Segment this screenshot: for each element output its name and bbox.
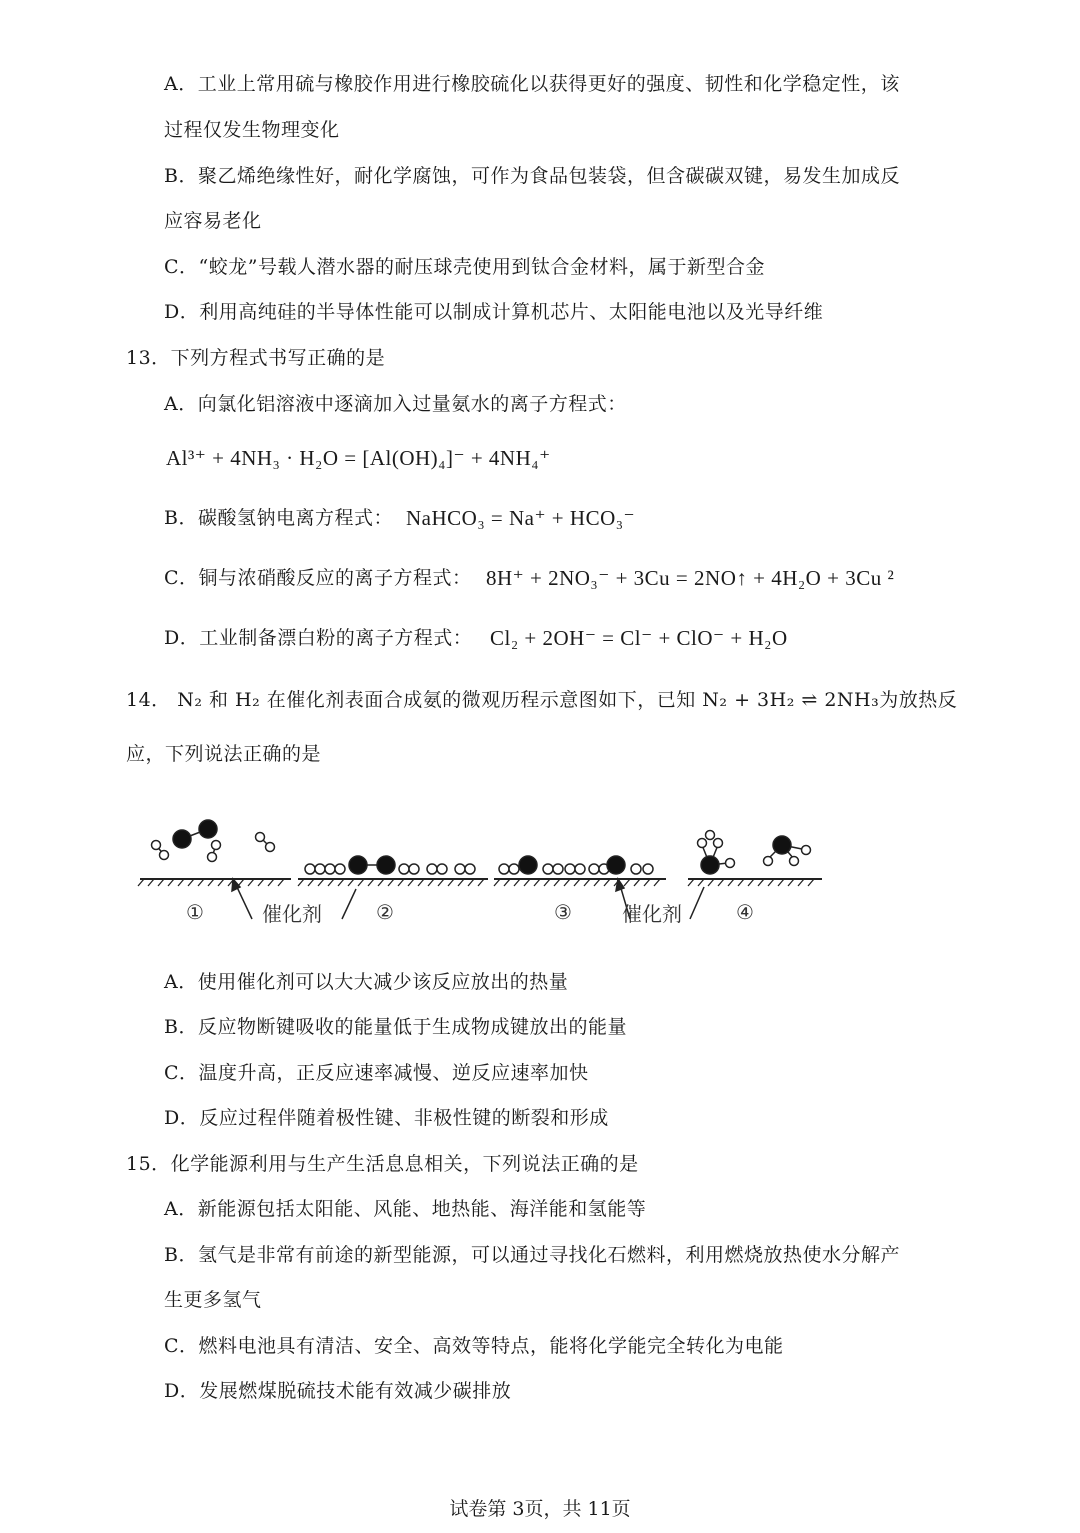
step4-molecules	[698, 831, 811, 875]
surface-hatching	[138, 879, 814, 886]
q13-option-a-equation: Al³⁺ + 4NH₃ · H₂O = [Al(OH)₄]⁻ + 4NH₄⁺	[166, 446, 551, 470]
step-label-3: ③	[554, 900, 572, 924]
q12-option-d: D．利用高纯硅的半导体性能可以制成计算机芯片、太阳能电池以及光导纤维	[164, 301, 824, 323]
q14-option-d: D．反应过程伴随着极性键、非极性键的断裂和形成	[164, 1107, 609, 1129]
q15-option-d: D．发展燃煤脱硫技术能有效减少碳排放	[164, 1380, 512, 1402]
step-label-4: ④	[736, 900, 754, 924]
q12-option-a-line2: 过程仅发生物理变化	[164, 119, 340, 141]
q14-stem-line2: 应，下列说法正确的是	[126, 743, 322, 765]
q13-option-d-text: D．工业制备漂白粉的离子方程式：	[164, 627, 473, 649]
q12-option-b-line1: B．聚乙烯绝缘性好，耐化学腐蚀，可作为食品包装袋，但含碳碳双键，易发生加成反	[164, 165, 900, 187]
q14-option-b: B．反应物断键吸收的能量低于生成物成键放出的能量	[164, 1016, 627, 1038]
step-label-2: ②	[376, 900, 394, 924]
q13-option-d-equation: Cl₂ + 2OH⁻ = Cl⁻ + ClO⁻ + H₂O	[490, 626, 788, 650]
catalyst-label-2: 催化剂	[622, 902, 682, 926]
q13-stem: 13．下列方程式书写正确的是	[126, 347, 386, 369]
q12-option-a-line1: A．工业上常用硫与橡胶作用进行橡胶硫化以获得更好的强度、韧性和化学稳定性，该	[164, 73, 900, 95]
catalyst-arrow-2	[342, 889, 356, 919]
ammonia-synthesis-diagram	[136, 815, 836, 935]
catalyst-arrow-4	[690, 887, 704, 919]
q15-option-c: C．燃料电池具有清洁、安全、高效等特点，能将化学能完全转化为电能	[164, 1335, 784, 1357]
page-footer: 试卷第 3页，共 11页	[449, 1498, 631, 1520]
step1-molecules	[152, 820, 275, 862]
step2-molecules	[305, 856, 475, 874]
step-label-1: ①	[186, 900, 204, 924]
catalyst-label-1: 催化剂	[262, 902, 322, 926]
q15-option-b-line2: 生更多氢气	[164, 1289, 262, 1311]
q13-option-b-equation: NaHCO₃ = Na⁺ + HCO₃⁻	[406, 506, 636, 530]
q13-option-a-text: A．向氯化铝溶液中逐滴加入过量氨水的离子方程式：	[164, 393, 627, 415]
step3-molecules	[499, 856, 653, 874]
q15-option-b-line1: B．氢气是非常有前途的新型能源，可以通过寻找化石燃料，利用燃烧放热使水分解产	[164, 1244, 900, 1266]
q14-stem-line1: 14． N₂ 和 H₂ 在催化剂表面合成氨的微观历程示意图如下，已知 N₂ + 3H₂ ⇌ 2NH₃为放热反	[126, 689, 958, 711]
q13-option-c-text: C．铜与浓硝酸反应的离子方程式：	[164, 567, 472, 589]
q14-option-a: A．使用催化剂可以大大减少该反应放出的热量	[164, 971, 569, 993]
q15-stem: 15．化学能源利用与生产生活息息相关，下列说法正确的是	[126, 1153, 639, 1175]
q13-option-b-text: B．碳酸氢钠电离方程式：	[164, 507, 393, 529]
q12-option-c: C．“蛟龙”号载人潜水器的耐压球壳使用到钛合金材料，属于新型合金	[164, 256, 765, 278]
q15-option-a: A．新能源包括太阳能、风能、地热能、海洋能和氢能等	[164, 1198, 647, 1220]
q12-option-b-line2: 应容易老化	[164, 210, 262, 232]
q14-option-c: C．温度升高，正反应速率减慢、逆反应速率加快	[164, 1062, 589, 1084]
q13-option-c-equation: 8H⁺ + 2NO₃⁻ + 3Cu = 2NO↑ + 4H₂O + 3Cu ²	[486, 566, 895, 590]
